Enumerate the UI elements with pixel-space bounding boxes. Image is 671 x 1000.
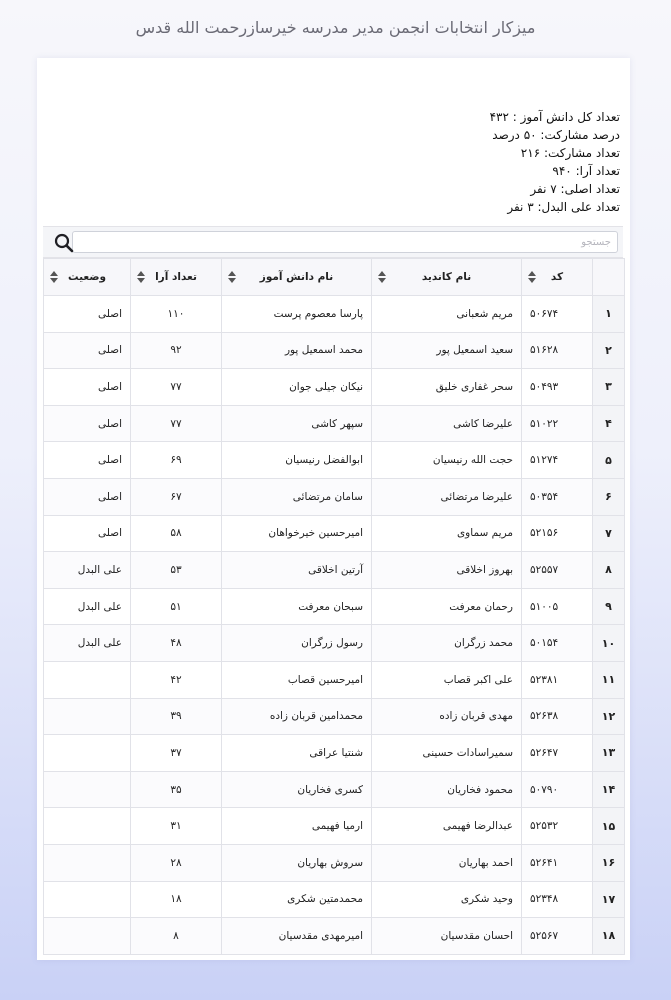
table-row[interactable] <box>44 808 625 845</box>
row-index: ۱ <box>593 296 625 333</box>
page-title: میزکار انتخابات انجمن مدیر مدرسه خیرسازرحمت الله قدس <box>135 18 536 37</box>
candidate-code: ۵۰۱۵۴ <box>522 625 593 662</box>
vote-count: ۸ <box>131 918 222 955</box>
candidate-name: وحید شکری <box>372 881 522 918</box>
status-cell <box>44 808 131 845</box>
table-header-row <box>44 259 625 296</box>
row-index: ۱۷ <box>593 881 625 918</box>
student-name: نیکان جیلی جوان <box>222 369 372 406</box>
status-cell: اصلی <box>44 515 131 552</box>
status-cell: اصلی <box>44 332 131 369</box>
sort-icon <box>137 271 145 283</box>
vote-count: ۳۱ <box>131 808 222 845</box>
candidate-code: ۵۲۵۵۷ <box>522 552 593 589</box>
candidate-name: مریم شعبانی <box>372 296 522 333</box>
vote-count: ۴۸ <box>131 625 222 662</box>
candidate-code: ۵۲۳۸۱ <box>522 661 593 698</box>
candidate-code: ۵۱۲۷۴ <box>522 442 593 479</box>
dashboard-panel <box>37 58 630 960</box>
candidate-code: ۵۲۳۴۸ <box>522 881 593 918</box>
student-name: سبحان معرفت <box>222 588 372 625</box>
student-name: شنتیا عراقی <box>222 735 372 772</box>
stat-participation-count: تعداد مشارکت: ۲۱۶ <box>520 146 620 160</box>
vote-count: ۴۲ <box>131 661 222 698</box>
status-cell: اصلی <box>44 296 131 333</box>
vote-count: ۱۱۰ <box>131 296 222 333</box>
table-row[interactable] <box>44 661 625 698</box>
table-row[interactable] <box>44 771 625 808</box>
candidate-code: ۵۰۳۵۴ <box>522 478 593 515</box>
student-name: محمدامین قربان زاده <box>222 698 372 735</box>
vote-count: ۳۹ <box>131 698 222 735</box>
table-row[interactable] <box>44 918 625 955</box>
candidate-code: ۵۲۶۴۱ <box>522 844 593 881</box>
status-cell <box>44 771 131 808</box>
student-name: آرتین اخلاقی <box>222 552 372 589</box>
status-cell <box>44 881 131 918</box>
stat-votes-count: تعداد آرا: ۹۴۰ <box>552 164 620 178</box>
table-body <box>44 296 625 955</box>
column-header-candidate-name[interactable]: نام کاندید <box>372 259 522 296</box>
status-cell: علی البدل <box>44 588 131 625</box>
sort-icon <box>50 271 58 283</box>
table-row[interactable] <box>44 698 625 735</box>
status-cell <box>44 661 131 698</box>
table-row[interactable] <box>44 369 625 406</box>
row-index: ۶ <box>593 478 625 515</box>
candidate-name: رحمان معرفت <box>372 588 522 625</box>
candidate-code: ۵۲۶۳۸ <box>522 698 593 735</box>
candidate-code: ۵۲۱۵۶ <box>522 515 593 552</box>
column-header-index <box>593 259 625 296</box>
row-index: ۳ <box>593 369 625 406</box>
vote-count: ۷۷ <box>131 405 222 442</box>
status-cell: اصلی <box>44 478 131 515</box>
candidate-name: علی اکبر قصاب <box>372 661 522 698</box>
candidate-name: مهدی قربان زاده <box>372 698 522 735</box>
candidate-name: علیرضا مرتضائی <box>372 478 522 515</box>
student-name: رسول زرگران <box>222 625 372 662</box>
election-stats <box>490 108 620 216</box>
student-name: سپهر کاشی <box>222 405 372 442</box>
sort-icon <box>528 271 536 283</box>
row-index: ۱۲ <box>593 698 625 735</box>
table-row[interactable] <box>44 552 625 589</box>
vote-count: ۶۹ <box>131 442 222 479</box>
student-name: سامان مرتضائی <box>222 478 372 515</box>
student-name: محمد اسمعیل پور <box>222 332 372 369</box>
sort-icon <box>378 271 386 283</box>
row-index: ۱۶ <box>593 844 625 881</box>
student-name: امیرمهدی مقدسیان <box>222 918 372 955</box>
status-cell: اصلی <box>44 405 131 442</box>
row-index: ۸ <box>593 552 625 589</box>
row-index: ۱۵ <box>593 808 625 845</box>
status-cell <box>44 918 131 955</box>
vote-count: ۷۷ <box>131 369 222 406</box>
candidate-name: سحر غفاری خلیق <box>372 369 522 406</box>
column-header-code[interactable]: کد <box>522 259 593 296</box>
table-row[interactable] <box>44 844 625 881</box>
row-index: ۷ <box>593 515 625 552</box>
vote-count: ۶۷ <box>131 478 222 515</box>
student-name: ارمیا فهیمی <box>222 808 372 845</box>
status-cell: علی البدل <box>44 625 131 662</box>
candidate-code: ۵۱۰۲۲ <box>522 405 593 442</box>
candidate-name: مریم سماوی <box>372 515 522 552</box>
row-index: ۱۳ <box>593 735 625 772</box>
student-name: پارسا معصوم پرست <box>222 296 372 333</box>
status-cell <box>44 735 131 772</box>
vote-count: ۳۷ <box>131 735 222 772</box>
student-name: ابوالفضل رنیسیان <box>222 442 372 479</box>
search-bar <box>43 226 623 258</box>
table-row[interactable] <box>44 588 625 625</box>
candidate-name: محمد زرگران <box>372 625 522 662</box>
vote-count: ۱۸ <box>131 881 222 918</box>
candidate-code: ۵۲۵۶۷ <box>522 918 593 955</box>
search-input[interactable] <box>72 231 618 253</box>
table-row[interactable] <box>44 515 625 552</box>
table-row[interactable] <box>44 478 625 515</box>
row-index: ۴ <box>593 405 625 442</box>
row-index: ۵ <box>593 442 625 479</box>
vote-count: ۲۸ <box>131 844 222 881</box>
status-cell: علی البدل <box>44 552 131 589</box>
student-name: کسری فخاریان <box>222 771 372 808</box>
stat-main-count: تعداد اصلی: ۷ نفر <box>530 182 620 196</box>
table-row[interactable] <box>44 625 625 662</box>
row-index: ۱۱ <box>593 661 625 698</box>
vote-count: ۵۸ <box>131 515 222 552</box>
candidate-code: ۵۱۰۰۵ <box>522 588 593 625</box>
candidate-name: احسان مقدسیان <box>372 918 522 955</box>
table-row[interactable] <box>44 735 625 772</box>
vote-count: ۵۱ <box>131 588 222 625</box>
status-cell: اصلی <box>44 442 131 479</box>
candidate-name: محمود فخاریان <box>372 771 522 808</box>
status-cell <box>44 844 131 881</box>
candidate-name: عبدالرضا فهیمی <box>372 808 522 845</box>
row-index: ۲ <box>593 332 625 369</box>
column-header-status[interactable]: وضعیت <box>44 259 131 296</box>
row-index: ۱۴ <box>593 771 625 808</box>
stat-alternate-count: تعداد علی البدل: ۳ نفر <box>507 200 620 214</box>
candidates-table <box>43 258 625 955</box>
vote-count: ۳۵ <box>131 771 222 808</box>
status-cell <box>44 698 131 735</box>
student-name: امیرحسین قصاب <box>222 661 372 698</box>
candidate-code: ۵۰۶۷۴ <box>522 296 593 333</box>
student-name: امیرحسین خیرخواهان <box>222 515 372 552</box>
vote-count: ۵۳ <box>131 552 222 589</box>
table-row[interactable] <box>44 881 625 918</box>
stat-total-students: تعداد کل دانش آموز : ۴۳۲ <box>489 110 620 124</box>
stat-participation-percent: درصد مشارکت: ۵۰ درصد <box>492 128 620 142</box>
table-row[interactable] <box>44 332 625 369</box>
candidate-code: ۵۰۴۹۳ <box>522 369 593 406</box>
candidate-name: سعید اسمعیل پور <box>372 332 522 369</box>
candidate-name: بهروز اخلاقی <box>372 552 522 589</box>
candidate-code: ۵۲۵۳۲ <box>522 808 593 845</box>
candidate-code: ۵۱۶۲۸ <box>522 332 593 369</box>
row-index: ۹ <box>593 588 625 625</box>
candidate-name: احمد بهاریان <box>372 844 522 881</box>
table-row[interactable] <box>44 442 625 479</box>
candidate-code: ۵۲۶۴۷ <box>522 735 593 772</box>
candidate-name: علیرضا کاشی <box>372 405 522 442</box>
vote-count: ۹۲ <box>131 332 222 369</box>
candidate-code: ۵۰۷۹۰ <box>522 771 593 808</box>
sort-icon <box>228 271 236 283</box>
column-header-student-name[interactable]: نام دانش آموز <box>222 259 372 296</box>
table-row[interactable] <box>44 296 625 333</box>
table-row[interactable] <box>44 405 625 442</box>
row-index: ۱۸ <box>593 918 625 955</box>
row-index: ۱۰ <box>593 625 625 662</box>
search-icon[interactable] <box>53 232 75 254</box>
candidate-name: حجت الله رنیسیان <box>372 442 522 479</box>
status-cell: اصلی <box>44 369 131 406</box>
student-name: سروش بهاریان <box>222 844 372 881</box>
student-name: محمدمتین شکری <box>222 881 372 918</box>
column-header-votes[interactable]: تعداد آرا <box>131 259 222 296</box>
candidate-name: سمیراسادات حسینی <box>372 735 522 772</box>
